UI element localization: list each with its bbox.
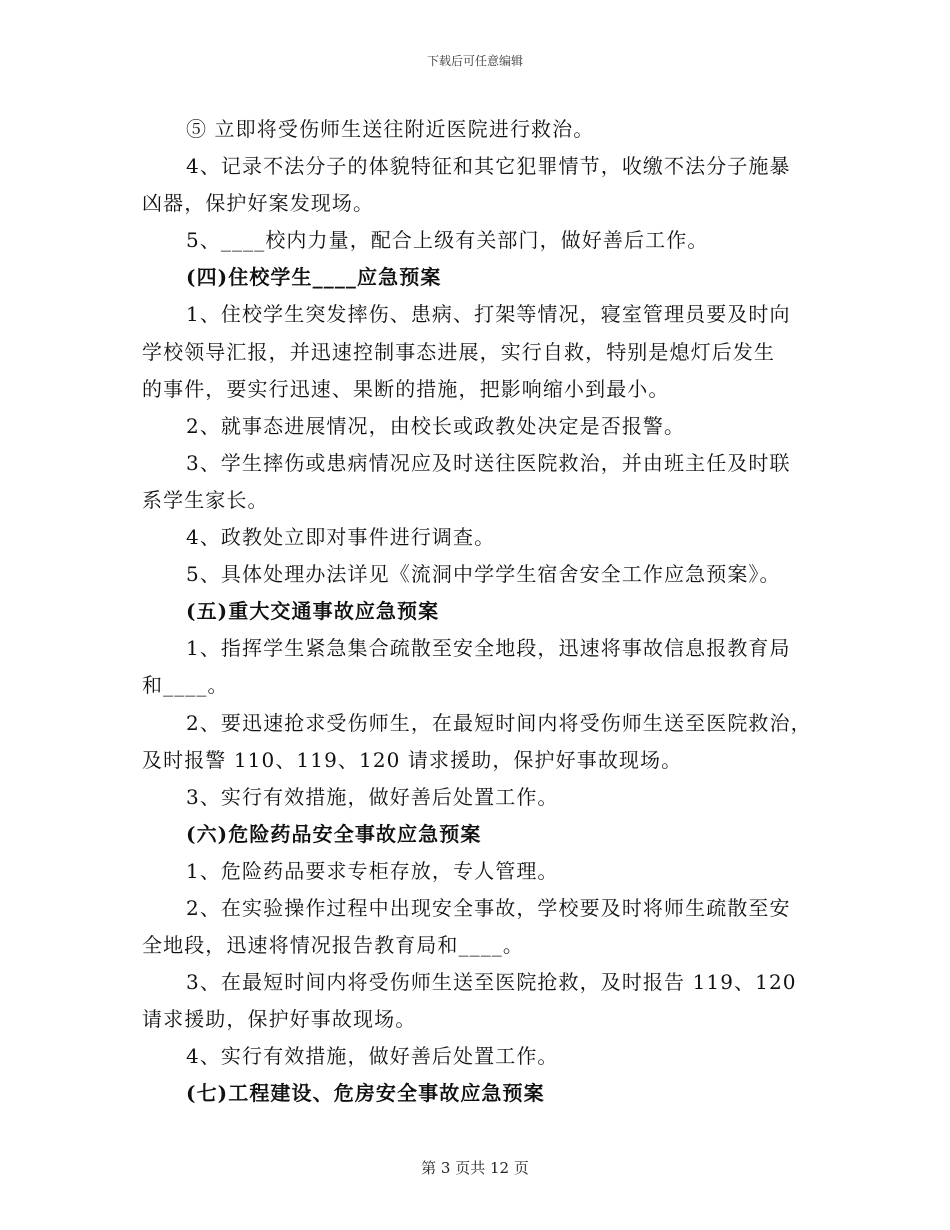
paragraph-line: 3、在最短时间内将受伤师生送至医院抢救，及时报告 119、120 [186, 970, 797, 995]
section-heading: (七)工程建设、危房安全事故应急预案 [186, 1081, 545, 1106]
paragraph-line: 5、具体处理办法详见《流洞中学学生宿舍安全工作应急预案》。 [186, 562, 781, 587]
paragraph-line: 5、____校内力量，配合上级有关部门，做好善后工作。 [186, 228, 709, 253]
paragraph-line: ⑤ 立即将受伤师生送往附近医院进行救治。 [186, 117, 595, 141]
paragraph-line: 2、要迅速抢求受伤师生，在最短时间内将受伤师生送至医院救治， [186, 710, 812, 735]
paragraph-line: 凶器，保护好案发现场。 [142, 191, 375, 216]
paragraph-line: 及时报警 110、119、120 请求援助，保护好事故现场。 [142, 747, 683, 772]
paragraph-line: 3、学生摔伤或患病情况应及时送往医院救治，并由班主任及时联 [186, 450, 791, 475]
paragraph-line: 请求援助，保护好事故现场。 [142, 1007, 417, 1032]
paragraph-line: 系学生家长。 [142, 487, 269, 512]
paragraph-line: 1、住校学生突发摔伤、患病、打架等情况，寝室管理员要及时向 [186, 302, 791, 327]
paragraph-line: 3、实行有效措施，做好善后处置工作。 [186, 784, 559, 809]
page-header: 下载后可任意编辑 [426, 54, 523, 68]
paragraph-line: 2、就事态进展情况，由校长或政教处决定是否报警。 [186, 413, 686, 438]
paragraph-line: 学校领导汇报，并迅速控制事态进展，实行自救，特别是熄灯后发生 [142, 339, 775, 364]
paragraph-line: 的事件，要实行迅速、果断的措施，把影响缩小到最小。 [142, 376, 670, 401]
paragraph-line: 1、危险药品要求专柜存放，专人管理。 [186, 858, 559, 883]
paragraph-line: 4、实行有效措施，做好善后处置工作。 [186, 1044, 559, 1069]
paragraph-line: 4、政教处立即对事件进行调查。 [186, 525, 496, 550]
paragraph-line: 全地段，迅速将情况报告教育局和____。 [142, 933, 524, 958]
paragraph-line: 4、记录不法分子的体貌特征和其它犯罪情节，收缴不法分子施暴 [186, 154, 791, 179]
section-heading: (四)住校学生____应急预案 [186, 265, 442, 290]
document-body [142, 111, 822, 1113]
section-heading: (六)危险药品安全事故应急预案 [186, 821, 482, 846]
paragraph-line: 1、指挥学生紧急集合疏散至安全地段，迅速将事故信息报教育局 [186, 636, 791, 661]
paragraph-line: 和____。 [142, 673, 229, 698]
paragraph-line: 2、在实验操作过程中出现安全事故，学校要及时将师生疏散至安 [186, 895, 791, 920]
page-footer: 第 3 页共 12 页 [421, 1159, 529, 1177]
section-heading: (五)重大交通事故应急预案 [186, 599, 440, 624]
